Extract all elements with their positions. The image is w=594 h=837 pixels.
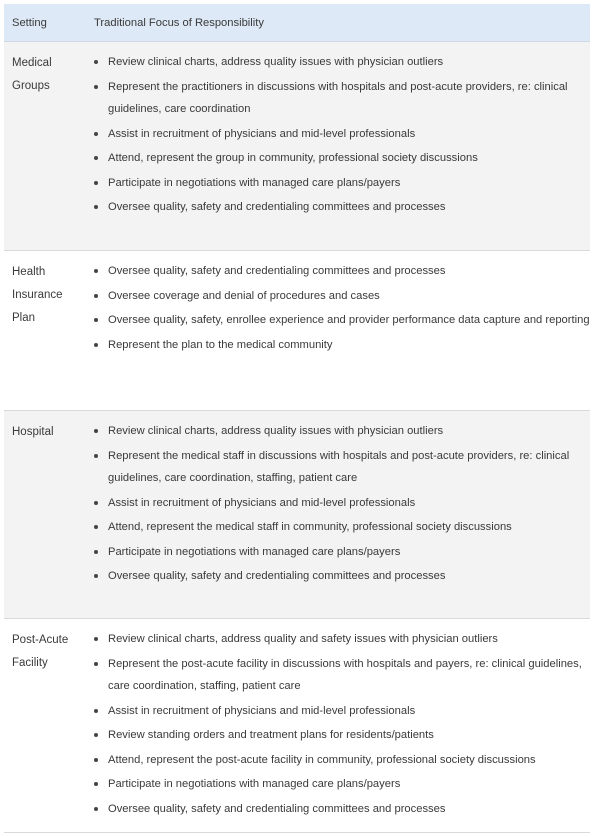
list-item: Attend, represent the post-acute facility in community, professional society discussions bbox=[86, 749, 590, 772]
list-item: Review clinical charts, address quality issues with physician outliers bbox=[86, 51, 590, 74]
list-item: Represent the plan to the medical community bbox=[86, 334, 590, 357]
list-item: Review clinical charts, address quality and safety issues with physician outliers bbox=[86, 628, 590, 651]
setting-line: Medical bbox=[12, 57, 52, 69]
setting-line: Plan bbox=[12, 312, 36, 324]
table-row bbox=[4, 42, 590, 251]
setting-line: Health bbox=[12, 266, 46, 278]
setting-line: Insurance bbox=[12, 289, 63, 301]
setting-line: Hospital bbox=[12, 426, 54, 438]
list-item: Attend, represent the group in community, professional society discussions bbox=[86, 147, 590, 170]
list-item: Oversee quality, safety and credentialing committees and processes bbox=[86, 260, 590, 283]
list-item: Oversee quality, safety and credentialing committees and processes bbox=[86, 798, 590, 821]
list-item: Assist in recruitment of physicians and mid-level professionals bbox=[86, 123, 590, 146]
table-row bbox=[4, 619, 590, 833]
table-row bbox=[4, 411, 590, 619]
setting-line: Post-Acute bbox=[12, 634, 69, 646]
list-item: Represent the practitioners in discussions with hospitals and post-acute providers, re: clinical guidelines, care coordination bbox=[86, 76, 590, 121]
responsibility-list bbox=[86, 42, 590, 250]
setting-line: Groups bbox=[12, 80, 50, 92]
setting-line: Facility bbox=[12, 657, 48, 669]
row-setting bbox=[4, 411, 86, 618]
list-item: Review clinical charts, address quality issues with physician outliers bbox=[86, 420, 590, 443]
responsibility-list bbox=[86, 251, 590, 410]
responsibility-list bbox=[86, 619, 590, 832]
list-item: Oversee quality, safety and credentialing committees and processes bbox=[86, 565, 590, 588]
list-item: Assist in recruitment of physicians and mid-level professionals bbox=[86, 492, 590, 515]
table-body bbox=[4, 42, 590, 833]
list-item: Attend, represent the medical staff in community, professional society discussions bbox=[86, 516, 590, 539]
list-item: Participate in negotiations with managed care plans/payers bbox=[86, 172, 590, 195]
list-item: Oversee quality, safety, enrollee experience and provider performance data capture and reporting bbox=[86, 309, 590, 332]
table-row bbox=[4, 251, 590, 411]
row-setting bbox=[4, 251, 86, 410]
list-item: Assist in recruitment of physicians and mid-level professionals bbox=[86, 700, 590, 723]
responsibility-table bbox=[4, 4, 590, 833]
table-header bbox=[4, 4, 590, 42]
list-item: Oversee quality, safety and credentialing committees and processes bbox=[86, 196, 590, 219]
header-setting: Setting bbox=[12, 16, 47, 29]
row-setting bbox=[4, 619, 86, 832]
list-item: Represent the medical staff in discussions with hospitals and post-acute providers, re: clinical guidelines, care coordination, staffing, patient care bbox=[86, 445, 590, 490]
list-item: Participate in negotiations with managed care plans/payers bbox=[86, 541, 590, 564]
list-item: Oversee coverage and denial of procedures and cases bbox=[86, 285, 590, 308]
row-setting bbox=[4, 42, 86, 250]
list-item: Represent the post-acute facility in discussions with hospitals and payers, re: clinical guidelines, care coordination, staffing, patient care bbox=[86, 653, 590, 698]
list-item: Review standing orders and treatment plans for residents/patients bbox=[86, 724, 590, 747]
header-focus: Traditional Focus of Responsibility bbox=[94, 16, 264, 29]
responsibility-list bbox=[86, 411, 590, 618]
list-item: Participate in negotiations with managed care plans/payers bbox=[86, 773, 590, 796]
